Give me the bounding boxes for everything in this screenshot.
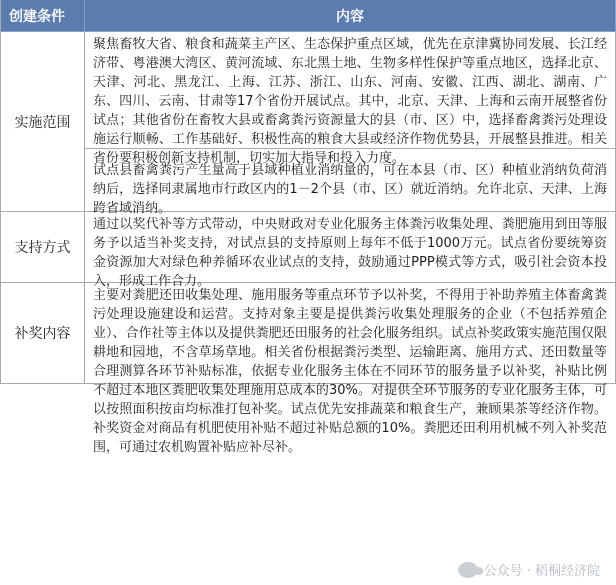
scope-paragraph-2: 试点县畜禽粪污产生量高于县域种植业消纳量的，可在本县（市、区）种植业消纳负荷消纳后，选择同隶属地市行政区内的1－2个县（市、区）就近消纳。允许北京、天津、上海跨省域消纳。 — [93, 163, 607, 216]
scope-paragraph-1: 聚焦畜牧大省、粮食和蔬菜主产区、生态保护重点区域，优先在京津冀协同发展、长江经济带、粤港澳大湾区、黄河流域、东北黑土地、生物多样性保护等重点地区，选择北京、天津、河北、黑龙江、上海、江苏、浙江、山东、河南、安徽、江西、湖北、湖南、广东、四川、云南、甘肃等17个省份开展试点。其中，北京、天津、上海和云南开展整省份试点；其他省份在畜牧大县或畜禽粪污资源量大的县（市、区）中，选择畜禽粪污处理设施运行顺畅、工作基础好、积极性高的粮食大县或经济作物优势县，开展整县推进。相关省份要积极创新支持机制，切实加大指导和投入力度。 — [85, 32, 615, 149]
row-content-scope — [85, 32, 616, 216]
row-label-support: 支持方式 — [0, 212, 85, 283]
header-content: 内容 — [85, 0, 616, 32]
row-content-support: 通过以奖代补等方式带动，中央财政对专业化服务主体粪污收集处理、粪肥施用到田等服务予以适当补奖支持，对试点县的支持原则上每年不低于1000万元。试点省份要统筹资金资源加大对绿色种养循环农业试点的支持，鼓励通过PPP模式等方式，吸引社会资本投入，形成工作合力。 — [85, 212, 616, 283]
watermark-text: 公众号 · 稻桐经济院 — [483, 564, 600, 579]
row-label-scope: 实施范围 — [0, 32, 85, 212]
header-condition: 创建条件 — [0, 0, 85, 32]
row-content-subsidy: 主要对粪肥还田收集处理、施用服务等重点环节予以补奖，不得用于补助养殖主体畜禽粪污处理设施建设和运营。支持对象主要是提供粪污收集处理服务的企业（不包括养殖企业）、合作社等主体以及提供粪肥还田服务的社会化服务组织。试点补奖政策实施范围仅限耕地和园地，不含草场草地。相关省份根据粪污类型、运输距离、施用方式、还田数量等合理测算各环节补贴标准，依据专业化服务主体在不同环节的服务量予以补奖，补贴比例不超过本地区粪肥收集处理施用总成本的30%。对提供全环节服务的专业化服务主体，可以按照面积按亩均标准打包补奖。试点优先安排蔬菜和粮食生产，兼顾果茶等经济作物。补奖资金对商品有机肥使用补贴不超过补贴总额的10%。粪肥还田利用机械不列入补奖范围，可通过农机购置补贴应补尽补。 — [85, 283, 616, 384]
row-label-subsidy: 补奖内容 — [0, 283, 85, 384]
